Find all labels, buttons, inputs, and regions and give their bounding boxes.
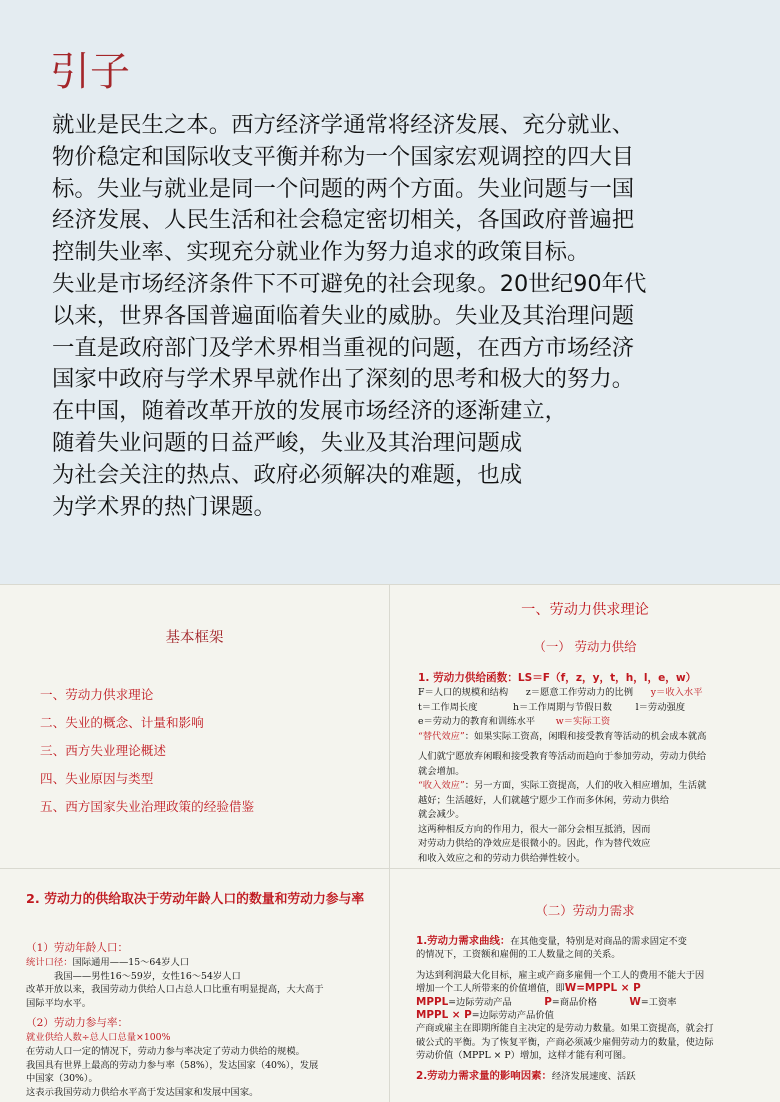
text-line: 的情况下，工资额和雇佣的工人数量之间的关系。 — [416, 949, 621, 961]
text-line: 我国具有世界上最高的劳动力参与率（58%），发达国家（40%），发展 — [26, 1059, 319, 1071]
term-label: MPPL — [416, 995, 449, 1008]
equation-line — [416, 982, 774, 995]
slide-content — [416, 935, 774, 1083]
term-label: W — [629, 995, 641, 1008]
variable-def: z＝愿意工作劳动力的比例 — [525, 687, 634, 698]
intro-body — [52, 110, 752, 523]
stat-definition — [26, 956, 382, 970]
definitions-line — [416, 996, 774, 1009]
body-line: 标。失业与就业是同一个问题的两个方面。失业问题与一国 — [52, 175, 635, 202]
body-line: 为学术界的热门课题。 — [52, 493, 276, 520]
text-line: 增加一个工人所带来的价值增值，即 — [416, 983, 565, 995]
term-text: =工资率 — [640, 996, 677, 1008]
text-line: 就会减少。 — [418, 809, 465, 820]
text-line: 改革开放以来，我国劳动力供给人口占总人口比重有明显提高，大大高于 — [26, 984, 324, 996]
text-line: 越好；生活越好，人们就越宁愿少工作而多休闲，劳动力供给 — [418, 794, 670, 806]
effect-label: “收入效应” — [418, 780, 465, 791]
term-label: MPPL × P — [416, 1009, 472, 1022]
text-line: 为达到利润最大化目标，雇主或产商多雇佣一个工人的费用不能大于因 — [416, 969, 705, 981]
body-line: 失业是市场经济条件下不可避免的社会现象。20世纪90年代 — [52, 270, 647, 297]
term-text: 经济发展速度、活跃 — [551, 1070, 636, 1082]
effect-text: ：如果实际工资高，闲暇和接受教育等活动的机会成本就高 — [464, 730, 707, 742]
formula: 就业供给人数÷总人口总量×100% — [26, 1032, 171, 1044]
term-text: =边际劳动产品 — [448, 996, 512, 1008]
variable-row — [418, 715, 774, 730]
body-line: 经济发展、人民生活和社会稳定密切相关，各国政府普遍把 — [52, 207, 635, 234]
subsection-heading: （2）劳动力参与率： — [26, 1017, 129, 1030]
term-text: =边际劳动产品价值 — [471, 1010, 554, 1022]
outline-item[interactable]: 四、失业原因与类型 — [40, 771, 154, 786]
outline-item[interactable]: 二、失业的概念、计量和影响 — [40, 715, 204, 730]
variable-row — [418, 701, 774, 716]
text-line: 对劳动力供给的净效应是很微小的。因此，作为替代效应 — [418, 838, 651, 849]
text-line: 人们就宁愿放弃闲暇和接受教育等活动而趋向于参加劳动，劳动力供给 — [418, 751, 707, 762]
outline-item[interactable]: 三、西方失业理论概述 — [40, 743, 166, 758]
labor-demand-slide — [390, 869, 780, 1102]
text-line: 产商或雇主在即期所能自主决定的是劳动力数量。如果工资提高，就会打 — [416, 1023, 714, 1035]
body-line: 就业是民生之本。西方经济学通常将经济发展、充分就业、 — [52, 112, 635, 138]
variable-def: y＝收入水平 — [650, 687, 703, 698]
subsection-heading: （1）劳动年龄人口： — [26, 942, 129, 954]
variable-def: t＝工作周长度 — [418, 701, 478, 713]
text-line: 这两种相反方向的作用力，很大一部分会相互抵消，因而 — [418, 823, 651, 835]
term-label: 2.劳动力需求量的影响因素： — [416, 1069, 552, 1082]
supply-determinants-slide — [0, 869, 389, 1102]
income-effect — [418, 779, 774, 794]
variable-def: l＝劳动强度 — [635, 701, 686, 713]
labor-supply-slide — [390, 585, 780, 868]
text-line: 和收入效应之和的劳动力供给弹性较小。 — [418, 852, 586, 864]
body-line: 物价稳定和国际收支平衡并称为一个国家宏观调控的四大目 — [52, 143, 635, 170]
variable-def: e＝劳动力的教育和训练水平 — [418, 716, 536, 727]
text-line: 劳动价值（MPPL × P）增加，这样才能有利可图。 — [416, 1050, 632, 1062]
body-line: 随着失业问题的日益严峻，失业及其治理问题成 — [52, 429, 523, 456]
body-line: 为社会关注的热点、政府必须解决的难题，也成 — [52, 461, 523, 488]
text-line: 国际平均水平。 — [26, 997, 92, 1009]
equation: W=MPPL × P — [564, 982, 641, 995]
body-line: 在中国，随着改革开放的发展市场经济的逐渐建立， — [52, 398, 567, 425]
slide-title: 一、劳动力供求理论 — [521, 602, 649, 618]
term-text: =商品价格 — [551, 996, 597, 1008]
text-line: 中国家（30%）。 — [26, 1073, 98, 1085]
text-line: 破公式的平衡。为了恢复平衡，产商必须减少雇佣劳动力的数量，使边际 — [416, 1036, 714, 1048]
variable-def: w＝实际工资 — [555, 716, 611, 727]
outline-list — [40, 685, 254, 825]
body-line: 以来，世界各国普遍面临着失业的威胁。失业及其治理问题 — [52, 302, 635, 329]
variable-row — [418, 686, 774, 701]
outline-item[interactable]: 五、西方国家失业治理政策的经验借鉴 — [40, 799, 255, 814]
text-line: 这表示我国劳动力供给水平高于发达国家和发展中国家。 — [26, 1086, 259, 1098]
slide-subtitle: （一） 劳动力供给 — [533, 639, 637, 654]
text-line: 在劳动人口一定的情况下，劳动力参与率决定了劳动力供给的规模。 — [26, 1045, 305, 1057]
slide-title: 引子 — [50, 49, 130, 95]
text-line: 在其他变量，特别是对商品的需求固定不变 — [510, 936, 687, 947]
variable-def: h＝工作周期与节假日数 — [513, 701, 612, 713]
effect-label: “替代效应” — [418, 730, 465, 742]
body-line: 国家中政府与学术界早就作出了深刻的思考和极大的努力。 — [52, 366, 635, 393]
body-line: 控制失业率、实现充分就业作为努力追求的政策目标。 — [52, 239, 590, 266]
outline-item[interactable]: 一、劳动力供求理论 — [40, 687, 154, 702]
definitions-line — [416, 1009, 774, 1022]
section-heading: 1. 劳动力供给函数：LS＝F（f，z，y，t，h，l，e，w） — [418, 672, 697, 684]
framework-slide — [0, 585, 389, 868]
variable-def: F＝人口的规模和结构 — [418, 687, 509, 698]
effect-text: ：另一方面，实际工资提高，人们的收入相应增加，生活就 — [464, 780, 707, 791]
demand-curve-def — [416, 935, 774, 948]
stat-text: 我国——男性16～59岁，女性16～54岁人口 — [54, 970, 241, 982]
stat-text: 国际通用——15～64岁人口 — [72, 957, 190, 968]
slide-title: 基本框架 — [165, 630, 224, 646]
section-heading: 2. 劳动力的供给取决于劳动年龄人口的数量和劳动力参与率 — [26, 892, 365, 907]
term-label: P — [544, 995, 552, 1008]
slide-content — [418, 671, 774, 866]
slide-title: （二）劳动力需求 — [535, 903, 635, 918]
factors-line — [416, 1070, 774, 1083]
stat-label: 统计口径： — [26, 957, 73, 968]
slide-content — [26, 941, 382, 1099]
substitution-effect — [418, 730, 774, 745]
body-line: 一直是政府部门及学术界相当重视的问题，在西方市场经济 — [52, 334, 635, 361]
term-label: 1.劳动力需求曲线： — [416, 935, 511, 947]
text-line: 就会增加。 — [418, 765, 465, 777]
